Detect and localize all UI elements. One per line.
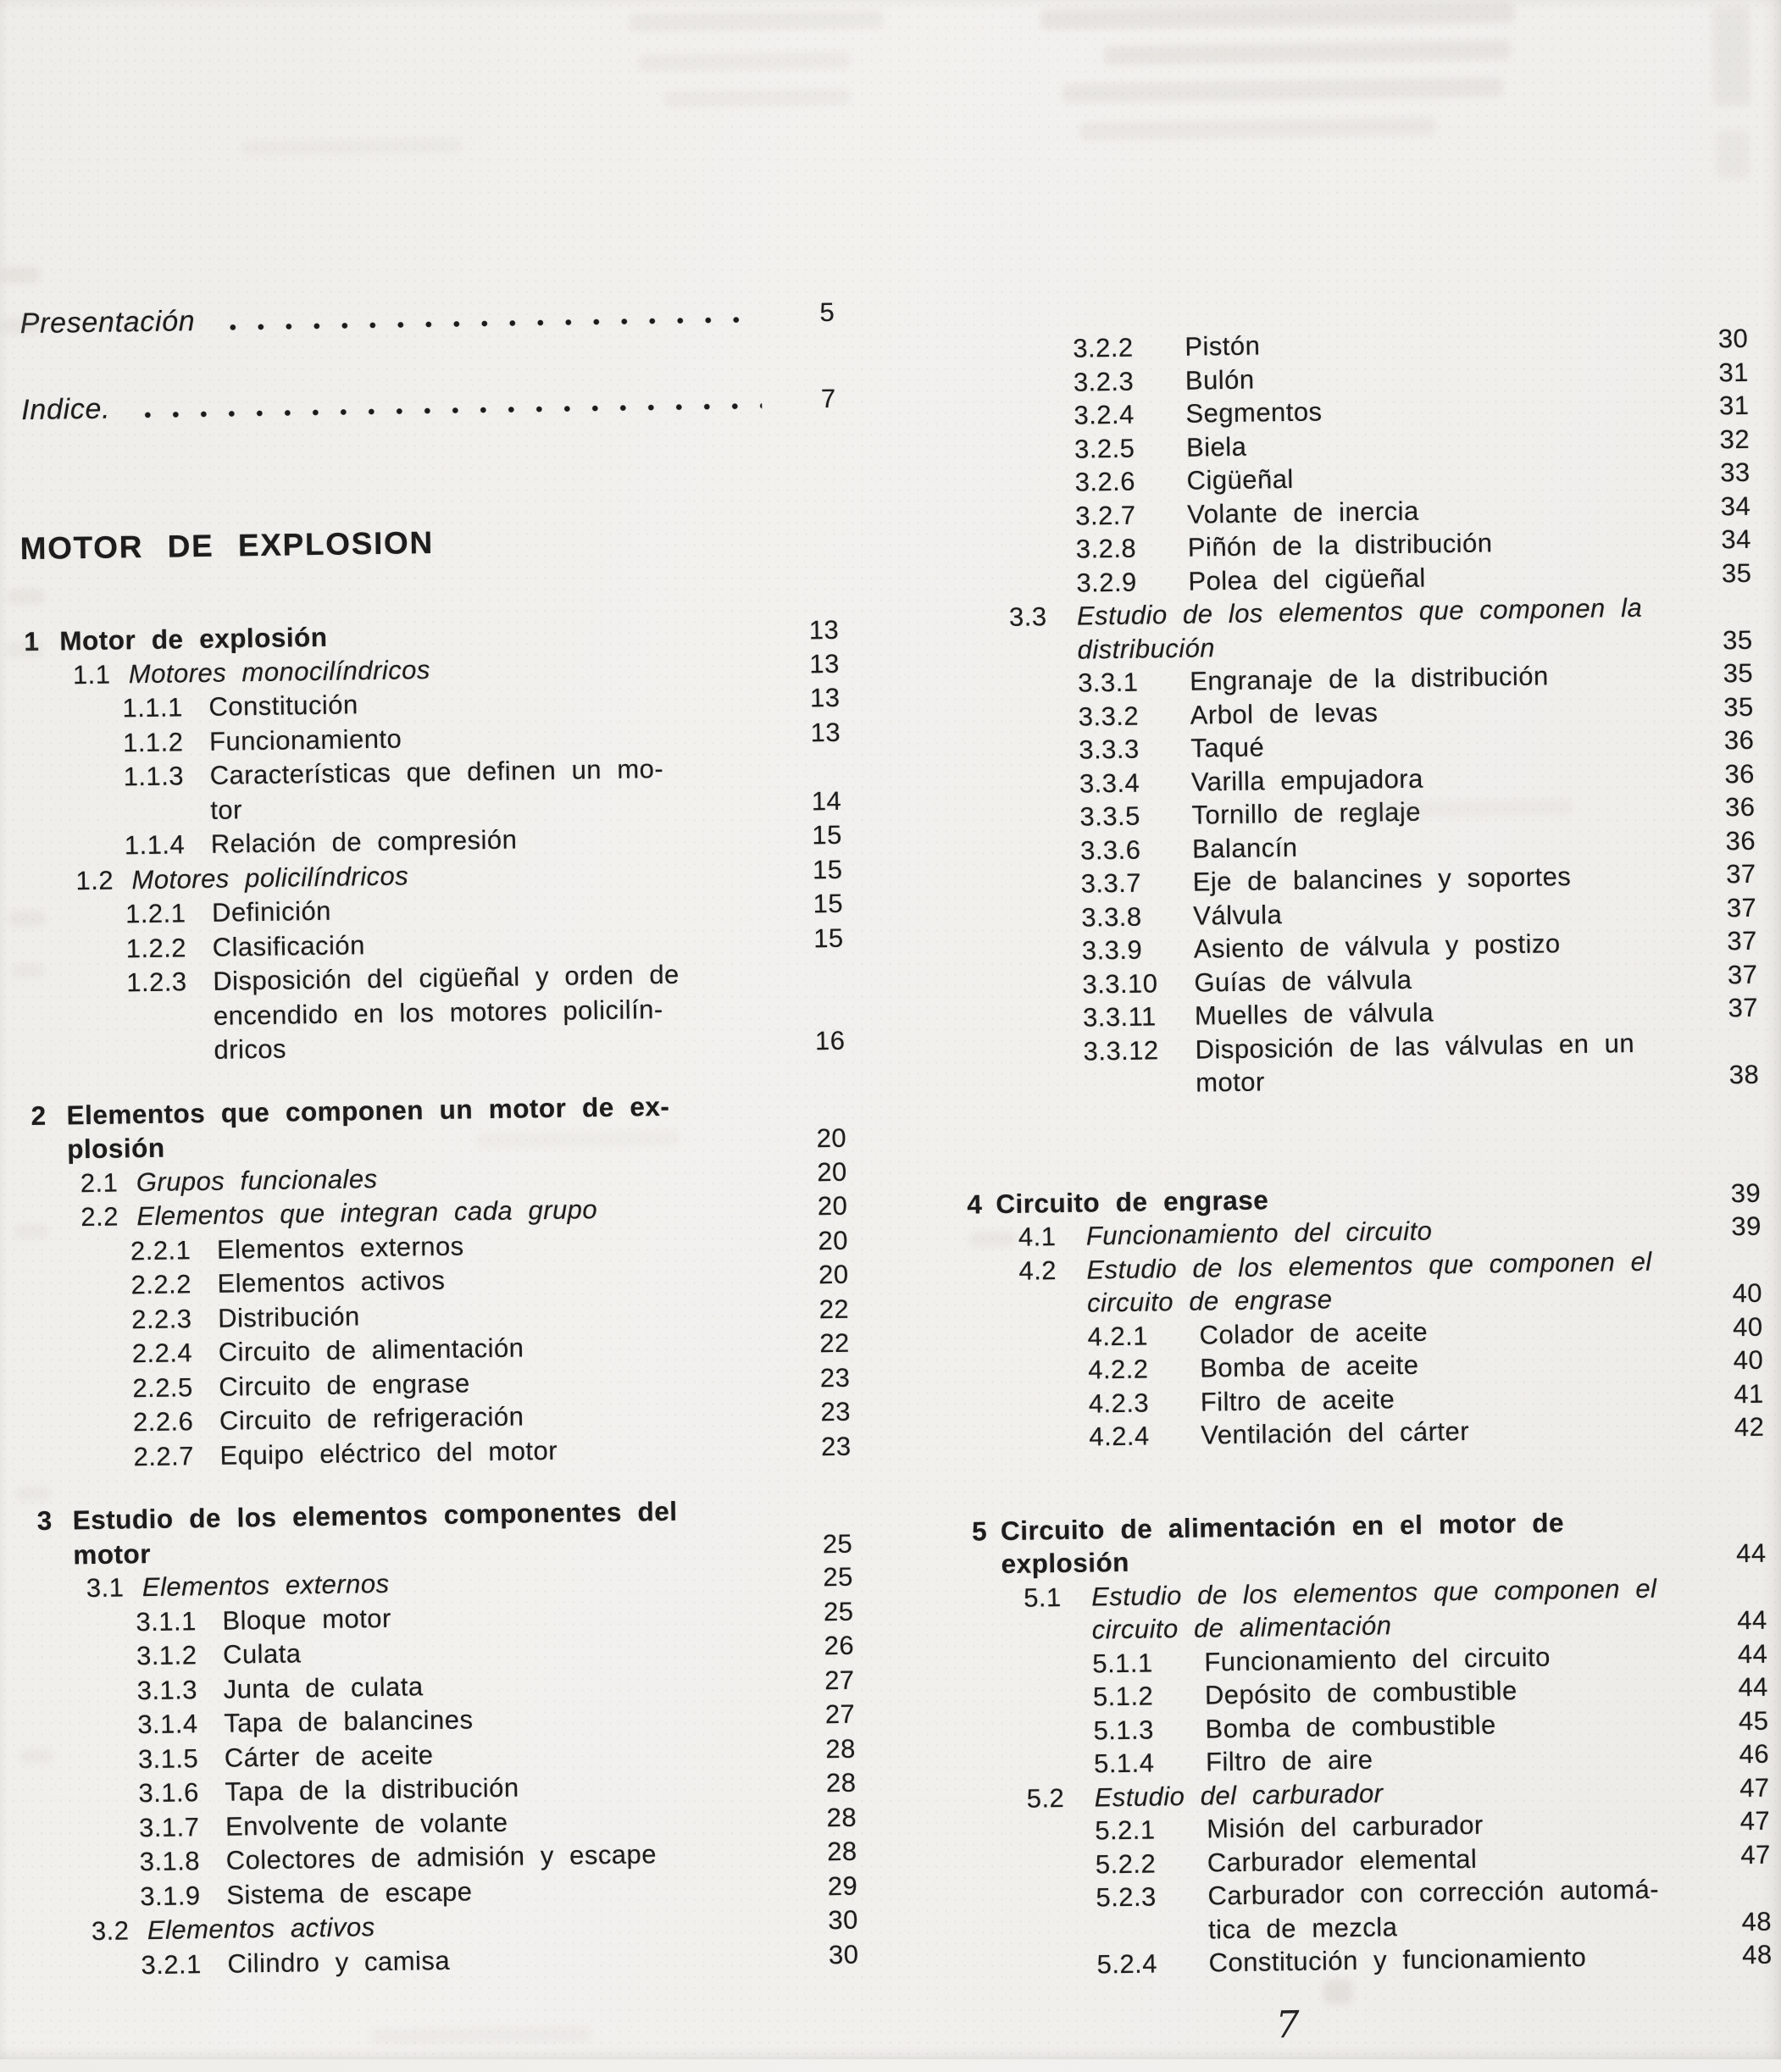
entry-page-number: 30 <box>828 1904 859 1936</box>
entry-title: Circuito de engrase <box>219 1367 470 1402</box>
entry-number: 3 <box>36 1504 53 1536</box>
bleed-through-artifact <box>241 137 462 156</box>
entry-title: plosión <box>66 1132 165 1165</box>
toc-entry <box>961 1243 1762 1321</box>
entry-title: Equipo eléctrico del motor <box>219 1435 558 1471</box>
entry-page-number: 42 <box>1734 1411 1765 1443</box>
entry-title: Sistema de escape <box>226 1875 473 1910</box>
entry-title: motor <box>1195 1066 1266 1098</box>
entry-title: Arbol de levas <box>1190 696 1379 730</box>
entry-page-number: 23 <box>820 1396 852 1427</box>
entry-page-number: 40 <box>1732 1311 1763 1342</box>
entry-title: Elementos activos <box>217 1265 446 1299</box>
entry-title: Circuito de refrigeración <box>219 1401 524 1436</box>
entry-page-number: 36 <box>1723 724 1755 756</box>
entry-number: 3.2.8 <box>1075 533 1137 564</box>
entry-number: 3.2.1 <box>141 1948 203 1980</box>
front-item-page-number: 7 <box>820 383 836 414</box>
entry-number: 3.1.1 <box>136 1605 197 1637</box>
entry-title: Tapa de la distribución <box>225 1772 519 1807</box>
entry-title: dricos <box>214 1033 287 1065</box>
entry-title: Circuito de alimentación en el motor de <box>1000 1506 1565 1546</box>
entry-title: tica de mezcla <box>1207 1911 1398 1945</box>
entry-page-number: 37 <box>1728 992 1759 1023</box>
entry-title: Motor de explosión <box>59 621 328 657</box>
entry-page-number: 47 <box>1739 1772 1770 1803</box>
entry-title: Carburador elemental <box>1207 1843 1478 1878</box>
entry-page-number: 20 <box>816 1122 847 1154</box>
entry-page-number: 28 <box>825 1733 857 1764</box>
entry-page-number: 36 <box>1724 758 1756 789</box>
entry-title: Válvula <box>1193 899 1283 931</box>
toc-entry <box>966 1570 1767 1648</box>
entry-page-number: 15 <box>812 854 843 884</box>
entry-title: Funcionamiento <box>208 723 402 756</box>
entry-page-number: 22 <box>818 1294 850 1324</box>
entry-page-number: 40 <box>1732 1277 1763 1309</box>
entry-number: 1.2.2 <box>125 932 187 963</box>
entry-page-number: 28 <box>826 1802 857 1832</box>
entry-page-number: 35 <box>1722 624 1753 655</box>
entry-title: Motores policilíndricos <box>131 860 409 895</box>
entry-page-number: 28 <box>825 1767 857 1798</box>
entry-page-number: 20 <box>818 1259 849 1290</box>
entry-page-number: 44 <box>1737 1604 1767 1636</box>
entry-number: 3.2.3 <box>1073 366 1135 397</box>
entry-title: Grupos funcionales <box>136 1163 378 1197</box>
entry-number: 2.1 <box>80 1167 119 1198</box>
entry-title: Filtro de aceite <box>1200 1383 1395 1417</box>
toc-column-left <box>18 612 859 1984</box>
entry-number: 3.3.11 <box>1082 1001 1157 1033</box>
entry-page-number: 25 <box>823 1596 854 1626</box>
entry-number: 3.2.9 <box>1076 567 1137 598</box>
entry-title: Eje de balancines y soportes <box>1192 861 1572 897</box>
toc-entry <box>25 1086 846 1166</box>
entry-title: Varilla empujadora <box>1190 763 1423 797</box>
entry-page-number: 47 <box>1740 1839 1772 1870</box>
entry-number: 3.3.4 <box>1079 767 1140 799</box>
entry-number: 3.3.9 <box>1081 934 1143 966</box>
entry-title: Estudio de los elementos que componen el <box>1090 1573 1657 1612</box>
entry-number: 2.2.4 <box>131 1338 193 1369</box>
entry-page-number: 27 <box>824 1665 855 1695</box>
entry-title: Constitución y funcionamiento <box>1208 1942 1587 1978</box>
entry-page-number: 36 <box>1725 825 1756 856</box>
entry-title: Funcionamiento del circuito <box>1085 1216 1433 1251</box>
entry-title: Elementos activos <box>147 1912 375 1946</box>
entry-page-number: 25 <box>823 1561 854 1593</box>
entry-number: 3.3.10 <box>1082 967 1158 1000</box>
entry-number: 5.2 <box>1026 1782 1065 1814</box>
bleed-through-artifact <box>664 89 851 108</box>
toc-entry <box>957 1024 1759 1103</box>
entry-title: Elementos que integran cada grupo <box>136 1194 598 1232</box>
entry-page-number: 37 <box>1727 925 1758 956</box>
entry-page-number: 15 <box>813 888 844 919</box>
entry-page-number: 45 <box>1738 1705 1769 1736</box>
entry-title: Biela <box>1185 431 1247 463</box>
entry-page-number: 48 <box>1741 1906 1773 1936</box>
entry-page-number: 39 <box>1730 1177 1762 1208</box>
entry-page-number: 30 <box>1717 323 1749 354</box>
entry-page-number: 34 <box>1721 524 1752 555</box>
entry-page-number: 13 <box>808 614 840 645</box>
entry-page-number: 23 <box>819 1362 851 1393</box>
entry-number: 1.2.1 <box>125 898 186 929</box>
entry-number: 1.1.2 <box>122 726 184 757</box>
entry-page-number: 38 <box>1728 1059 1760 1090</box>
entry-page-number: 26 <box>824 1630 855 1661</box>
entry-number: 2.2.7 <box>133 1440 195 1471</box>
entry-number: 5.1.1 <box>1092 1647 1153 1679</box>
bleed-through-artifact <box>1079 117 1435 140</box>
entry-number: 1.1 <box>72 659 111 690</box>
bleed-through-artifact <box>1104 40 1511 65</box>
entry-title: Segmentos <box>1185 396 1323 429</box>
entry-number: 3.1.8 <box>139 1846 201 1877</box>
entry-number: 5.2.1 <box>1095 1814 1156 1846</box>
entry-title: Bulón <box>1185 364 1255 396</box>
entry-number: 3.1.9 <box>140 1880 201 1911</box>
entry-page-number: 36 <box>1724 791 1756 823</box>
entry-title: Estudio del carburador <box>1094 1777 1384 1813</box>
entry-number: 3.1.4 <box>137 1709 198 1740</box>
entry-page-number: 37 <box>1726 892 1757 922</box>
entry-number: 4.2.3 <box>1088 1388 1150 1419</box>
entry-title: Envolvente de volante <box>225 1807 508 1842</box>
bleed-through-artifact <box>1712 6 1750 107</box>
entry-title: Cilindro y camisa <box>227 1945 451 1979</box>
entry-page-number: 14 <box>811 785 842 816</box>
entry-page-number: 32 <box>1719 424 1750 454</box>
bleed-through-artifact <box>371 2025 591 2045</box>
bleed-through-artifact <box>1323 1979 1352 2005</box>
entry-page-number: 13 <box>810 717 841 747</box>
front-item-presentacion <box>13 296 834 341</box>
entry-title: Culata <box>222 1638 302 1670</box>
entry-title: Relación de compresión <box>210 824 518 859</box>
entry-page-number: 23 <box>820 1431 852 1461</box>
entry-number: 3.1.2 <box>136 1640 197 1671</box>
entry-title: Bomba de aceite <box>1199 1349 1419 1383</box>
entry-title: Engranaje de la distribución <box>1189 661 1549 696</box>
entry-title: Cigüeñal <box>1186 463 1294 496</box>
entry-title: Motores monocilíndricos <box>128 654 431 689</box>
entry-page-number: 44 <box>1738 1671 1769 1703</box>
entry-number: 5.2.4 <box>1096 1948 1158 1980</box>
entry-number: 1 <box>24 625 40 657</box>
entry-page-number: 35 <box>1723 657 1754 689</box>
bleed-through-artifact <box>1716 130 1750 180</box>
entry-number: 3.1.3 <box>136 1674 198 1705</box>
entry-number: 5.1.3 <box>1093 1714 1155 1746</box>
entry-title: Circuito de alimentación <box>218 1332 524 1367</box>
entry-page-number: 31 <box>1718 357 1750 387</box>
entry-title: Piñón de la distribución <box>1187 528 1493 562</box>
entry-page-number: 16 <box>814 1025 846 1056</box>
entry-page-number: 30 <box>828 1939 859 1970</box>
entry-number: 3.3.8 <box>1081 901 1142 933</box>
entry-title: Bomba de combustible <box>1205 1709 1496 1744</box>
entry-title: Junta de culata <box>223 1670 424 1704</box>
entry-title: Cárter de aceite <box>224 1739 434 1773</box>
entry-number: 4.2.4 <box>1089 1421 1150 1452</box>
entry-number: 3.1.6 <box>138 1777 200 1809</box>
folio-page-number: 7 <box>1275 2003 1301 2047</box>
entry-number: 3.2.6 <box>1074 466 1136 497</box>
leader-dots <box>144 402 762 418</box>
entry-title: circuito de alimentación <box>1091 1610 1392 1645</box>
entry-number: 3.3.2 <box>1078 701 1140 732</box>
entry-number: 3.1.5 <box>137 1742 199 1774</box>
bleed-through-artifact <box>7 589 44 606</box>
entry-number: 3.3 <box>1008 601 1047 632</box>
entry-number: 1.2.3 <box>126 967 187 998</box>
entry-number: 4 <box>967 1188 983 1220</box>
entry-number: 3.2.2 <box>1073 332 1134 363</box>
front-item-page-number: 5 <box>819 296 835 328</box>
front-item-label: Presentación <box>19 305 196 341</box>
entry-title: Disposición del cigüeñal y orden de <box>213 959 680 996</box>
entry-number: 3.2.7 <box>1074 500 1136 531</box>
entry-title: encendido en los motores policilín- <box>213 994 663 1031</box>
entry-number: 4.2.2 <box>1087 1354 1149 1385</box>
entry-title: Taqué <box>1190 732 1265 763</box>
entry-page-number: 46 <box>1739 1738 1770 1770</box>
entry-number: 2.2.2 <box>130 1269 192 1300</box>
entry-title: motor <box>73 1537 152 1570</box>
entry-page-number: 39 <box>1731 1211 1762 1242</box>
bleed-through-artifact <box>638 52 850 72</box>
entry-number: 4.2.1 <box>1087 1321 1149 1352</box>
entry-number: 3.3.1 <box>1077 667 1139 698</box>
part-title: MOTOR DE EXPLOSION <box>19 524 435 567</box>
entry-page-number: 20 <box>817 1156 847 1187</box>
entry-page-number: 41 <box>1734 1378 1764 1409</box>
entry-page-number: 25 <box>822 1528 853 1559</box>
entry-number: 5.2.2 <box>1095 1848 1157 1880</box>
entry-number: 5.2.3 <box>1096 1881 1157 1913</box>
entry-title: Volante de inercia <box>1186 496 1419 529</box>
entry-number: 5.1 <box>1023 1582 1062 1613</box>
entry-number: 3.2.4 <box>1074 399 1135 430</box>
front-item-indice <box>14 382 835 427</box>
toc-entry <box>31 1492 852 1572</box>
bleed-through-artifact <box>1 267 40 284</box>
entry-number: 3.3.12 <box>1083 1034 1159 1066</box>
entry-title: Distribución <box>217 1300 360 1333</box>
toc-entry <box>965 1503 1767 1582</box>
entry-title: tor <box>210 794 243 825</box>
leader-dots <box>229 316 760 330</box>
entry-title: Tapa de balancines <box>224 1704 474 1738</box>
bleed-through-artifact <box>1062 77 1503 103</box>
entry-title: Balancín <box>1191 832 1298 864</box>
entry-number: 3.1 <box>86 1572 125 1604</box>
bleed-through-artifact <box>629 10 883 31</box>
entry-title: Elementos que componen un motor de ex- <box>66 1090 670 1130</box>
entry-page-number: 15 <box>813 922 844 953</box>
entry-number: 3.3.5 <box>1079 801 1141 832</box>
entry-number: 3.2.5 <box>1074 433 1135 464</box>
entry-title: Estudio de los elementos componentes del <box>72 1495 678 1536</box>
entry-page-number: 40 <box>1733 1344 1764 1376</box>
entry-number: 4.2 <box>1018 1255 1057 1286</box>
entry-title: Tornillo de reglaje <box>1191 796 1422 830</box>
entry-title: Disposición de las válvulas en un <box>1195 1028 1635 1065</box>
entry-page-number: 29 <box>827 1870 858 1901</box>
entry-title: Bloque motor <box>222 1603 391 1636</box>
entry-page-number: 34 <box>1720 490 1751 521</box>
entry-title: Colador de aceite <box>1199 1316 1429 1350</box>
entry-title: Circuito de engrase <box>996 1183 1269 1219</box>
entry-title: Pistón <box>1185 330 1261 362</box>
front-item-label: Indice. <box>20 392 111 427</box>
entry-title: Características que definen un mo- <box>209 753 664 790</box>
entry-page-number: 33 <box>1719 457 1750 488</box>
entry-number: 5.1.4 <box>1093 1748 1155 1779</box>
entry-page-number: 20 <box>818 1225 849 1255</box>
entry-title: Carburador con corrección automá- <box>1207 1874 1660 1911</box>
entry-title: Elementos externos <box>216 1230 464 1265</box>
entry-title: Estudio de los elementos que componen el <box>1086 1246 1652 1285</box>
entry-page-number: 13 <box>809 648 841 679</box>
entry-title: explosión <box>1001 1546 1130 1580</box>
toc-entry <box>970 1871 1772 1950</box>
entry-title: Ventilación del cárter <box>1201 1415 1470 1450</box>
entry-title: Guías de válvula <box>1194 964 1412 998</box>
entry-title: Clasificación <box>212 929 365 962</box>
entry-page-number: 48 <box>1741 1939 1773 1970</box>
entry-number: 4.1 <box>1018 1222 1057 1252</box>
entry-page-number: 47 <box>1739 1805 1771 1837</box>
entry-page-number: 15 <box>812 819 843 850</box>
entry-page-number: 37 <box>1725 858 1756 889</box>
entry-page-number: 44 <box>1737 1638 1768 1669</box>
entry-title: Colectores de admisión y escape <box>225 1839 657 1875</box>
entry-page-number: 20 <box>817 1190 848 1222</box>
entry-page-number: 35 <box>1721 557 1752 588</box>
entry-title: Muelles de válvula <box>1194 997 1434 1031</box>
toc-entry <box>952 590 1753 668</box>
entry-page-number: 31 <box>1718 390 1750 421</box>
entry-title: Funcionamiento del circuito <box>1204 1642 1551 1677</box>
entry-number: 1.1.3 <box>123 761 185 792</box>
entry-number: 3.3.7 <box>1080 867 1142 899</box>
toc-column-right <box>947 322 1773 1983</box>
toc-entry <box>23 956 846 1071</box>
entry-title: Estudio de los elementos que componen la <box>1076 592 1643 631</box>
entry-number: 2.2.3 <box>130 1303 192 1334</box>
entry-number: 2.2 <box>80 1201 119 1233</box>
entry-title: Depósito de combustible <box>1204 1676 1517 1710</box>
entry-number: 2.2.1 <box>130 1234 191 1266</box>
entry-title: Asiento de válvula y postizo <box>1193 928 1561 964</box>
entry-number: 5 <box>971 1515 988 1547</box>
entry-page-number: 37 <box>1727 959 1758 989</box>
entry-title: Constitución <box>208 690 358 722</box>
entry-number: 3.3.3 <box>1079 734 1140 765</box>
entry-number: 3.2 <box>91 1915 130 1947</box>
entry-page-number: 35 <box>1723 691 1754 722</box>
toc-entry <box>19 750 841 830</box>
bleed-through-artifact <box>1040 3 1514 30</box>
entry-page-number: 28 <box>826 1836 857 1867</box>
entry-title: Elementos externos <box>141 1568 390 1603</box>
entry-title: Polea del cigüeñal <box>1188 562 1426 596</box>
entry-title: Definición <box>211 895 332 928</box>
entry-number: 1.1.4 <box>124 829 186 861</box>
entry-page-number: 44 <box>1735 1537 1767 1569</box>
entry-page-number: 27 <box>824 1698 856 1730</box>
entry-number: 1.1.1 <box>122 692 184 723</box>
entry-title: circuito de engrase <box>1086 1284 1333 1318</box>
entry-number: 5.1.2 <box>1092 1681 1154 1712</box>
entry-title: distribución <box>1077 632 1216 665</box>
entry-number: 1.2 <box>75 865 114 895</box>
entry-page-number: 13 <box>809 682 841 713</box>
entry-number: 2 <box>31 1100 47 1131</box>
entry-title: Filtro de aire <box>1205 1744 1373 1777</box>
entry-title: Misión del carburador <box>1207 1809 1484 1844</box>
entry-number: 2.2.5 <box>132 1371 193 1403</box>
entry-number: 3.3.6 <box>1079 834 1141 866</box>
entry-number: 2.2.6 <box>132 1406 194 1438</box>
entry-number: 3.1.7 <box>138 1811 200 1842</box>
entry-page-number: 22 <box>819 1327 850 1359</box>
